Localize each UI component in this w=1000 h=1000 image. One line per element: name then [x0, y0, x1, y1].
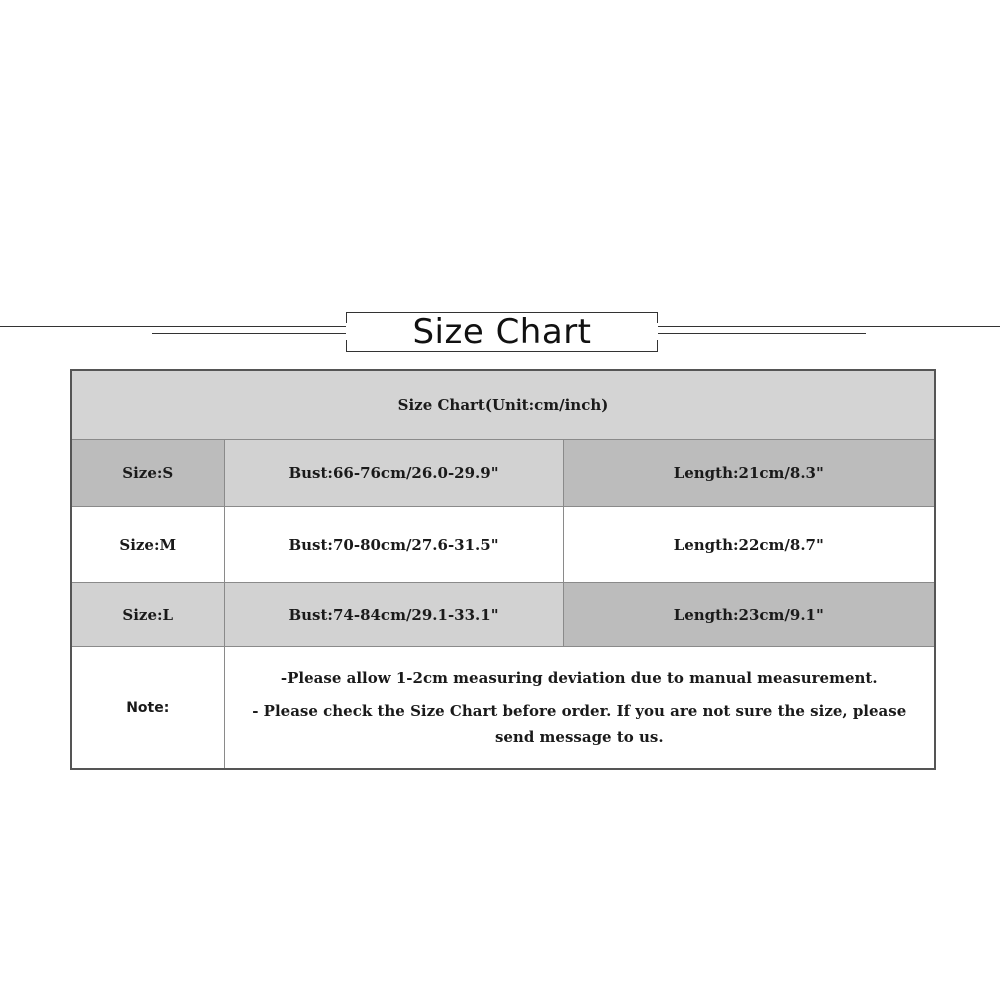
table-caption: Size Chart(Unit:cm/inch)	[71, 370, 935, 440]
note-label: Note:	[71, 647, 224, 770]
note-line: - Please check the Size Chart before order. If you are not sure the size, please send message to us.	[252, 702, 907, 746]
table-caption-row	[71, 370, 935, 440]
size-chart-table	[70, 369, 936, 770]
note-row	[71, 647, 935, 770]
length-cell: Length:21cm/8.3"	[563, 440, 935, 507]
banner-rule-left-top	[0, 326, 346, 327]
title-banner	[346, 312, 658, 352]
banner-rule-right-top	[658, 326, 1000, 327]
page-title: Size Chart	[412, 312, 592, 352]
banner-rule-right-bottom	[658, 333, 866, 334]
size-cell: Size:L	[71, 583, 224, 647]
banner-rule-left-bottom	[152, 333, 346, 334]
table-row	[71, 583, 935, 647]
length-cell: Length:23cm/9.1"	[563, 583, 935, 647]
note-line: -Please allow 1-2cm measuring deviation due to manual measurement.	[280, 669, 878, 687]
table-row	[71, 440, 935, 507]
length-cell: Length:22cm/8.7"	[563, 507, 935, 583]
note-text	[224, 647, 935, 770]
bust-cell: Bust:74-84cm/29.1-33.1"	[224, 583, 563, 647]
bust-cell: Bust:70-80cm/27.6-31.5"	[224, 507, 563, 583]
size-cell: Size:M	[71, 507, 224, 583]
table-row	[71, 507, 935, 583]
size-cell: Size:S	[71, 440, 224, 507]
bust-cell: Bust:66-76cm/26.0-29.9"	[224, 440, 563, 507]
